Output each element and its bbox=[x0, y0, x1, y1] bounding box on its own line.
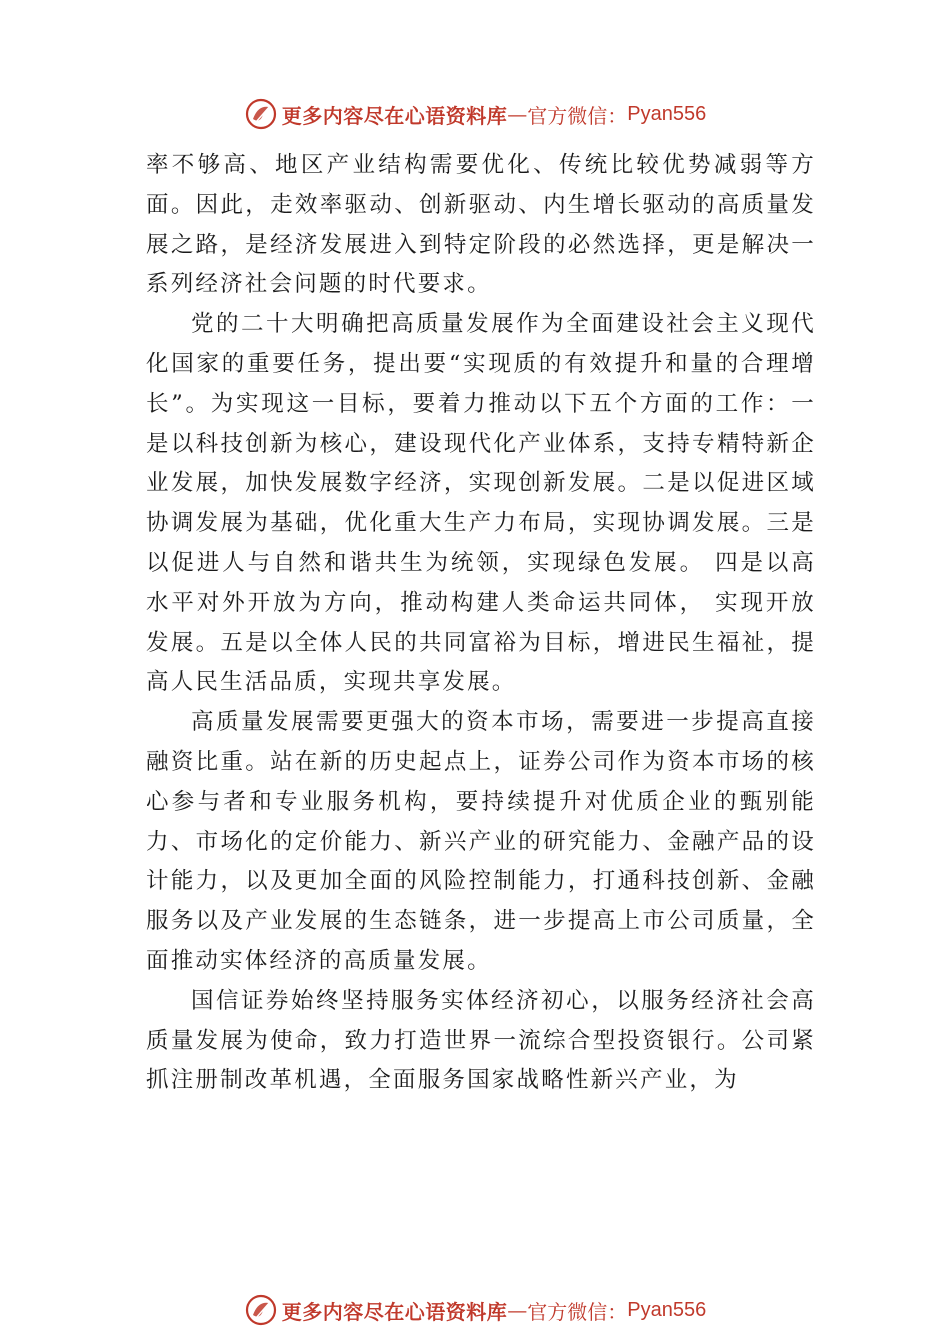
red-seal-logo-icon bbox=[244, 97, 278, 131]
watermark-separator: — bbox=[507, 102, 528, 126]
paragraph-1: 率不够高、地区产业结构需要优化、传统比较优势减弱等方面。因此，走效率驱动、创新驱动、内生增长驱动的高质量发展之路，是经济发展进入到特定阶段的必然选择，更是解决一系列经济社会问题的时代要求。 bbox=[146, 152, 816, 298]
watermark-brand: 更多内容尽在心语资料库 bbox=[281, 1299, 508, 1324]
paragraph-3: 高质量发展需要更强大的资本市场，需要进一步提高直接融资比重。站在新的历史起点上，证券公司作为资本市场的核心参与者和专业服务机构，要持续提升对优质企业的甄别能力、市场化的定价能力、新兴产业的研究能力、金融产品的设计能力，以及更加全面的风险控制能力，打通科技创新、金融服务以及产业发展的生态链条，进一步提高上市公司质量，全面推动实体经济的高质量发展。 bbox=[146, 709, 816, 974]
watermark-wechat-label: 官方微信： bbox=[527, 103, 628, 128]
header-watermark bbox=[0, 94, 950, 134]
footer-watermark bbox=[0, 1290, 950, 1330]
watermark-separator: — bbox=[507, 1298, 528, 1322]
paragraph-4: 国信证券始终坚持服务实体经济初心，以服务经济社会高质量发展为使命，致力打造世界一流综合型投资银行。公司紧抓注册制改革机遇，全面服务国家战略性新兴产业，为 bbox=[146, 987, 816, 1094]
paragraph-2: 党的二十大明确把高质量发展作为全面建设社会主义现代化国家的重要任务，提出要“实现质的有效提升和量的合理增长”。为实现这一目标，要着力推动以下五个方面的工作：一是以科技创新为核心，建设现代化产业体系，支持专精特新企业发展，加快发展数字经济，实现创新发展。二是以促进区域协调发展为基础，优化重大生产力布局，实现协调发展。三是以促进人与自然和谐共生为统领，实现绿色发展。 四是以高水平对外开放为方向，推动构建人类命运共同体， 实现开放发展。五是以全体人民的共同富裕为目标，增进民生福祉，提高人民生活品质，实现共享发展。 bbox=[146, 311, 816, 696]
watermark-wechat-label: 官方微信： bbox=[527, 1299, 628, 1324]
watermark-brand: 更多内容尽在心语资料库 bbox=[281, 103, 508, 128]
watermark-wechat-id: Pyan556 bbox=[627, 1298, 707, 1321]
red-seal-logo-icon bbox=[244, 1293, 278, 1327]
document-body bbox=[146, 146, 816, 1101]
watermark-wechat-id: Pyan556 bbox=[627, 102, 707, 125]
